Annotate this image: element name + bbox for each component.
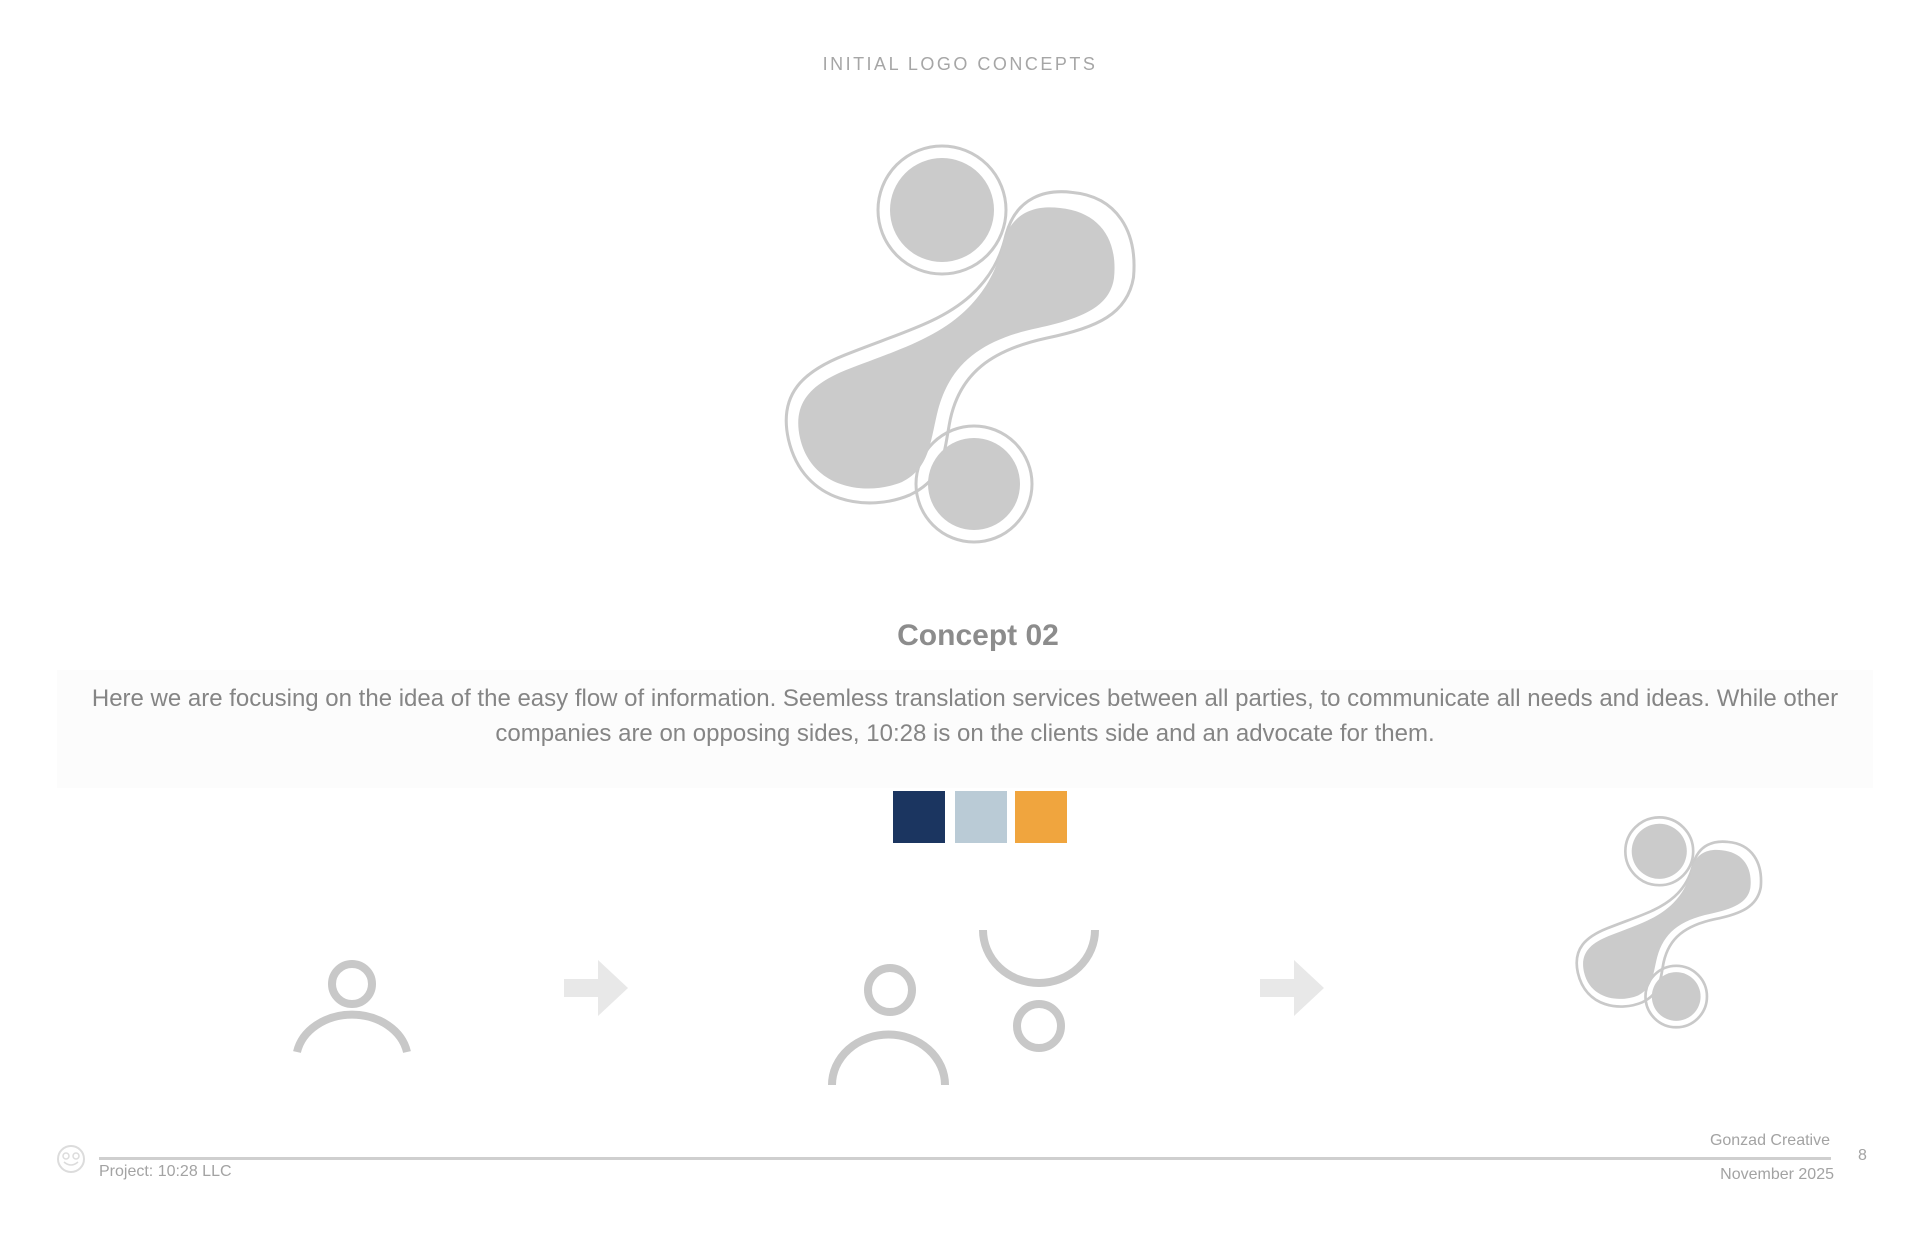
footer-divider bbox=[99, 1157, 1831, 1160]
arrow-right-icon bbox=[564, 960, 628, 1016]
color-swatch-navy bbox=[893, 791, 945, 843]
smiley-logo-icon bbox=[56, 1144, 86, 1174]
two-people-icon bbox=[832, 930, 1095, 1085]
concept-description: Here we are focusing on the idea of the easy flow of information. Seemless translation services between all parties, to communicate all needs and ideas. While other companies are on opposing sides, 10:28 is on the clients side and an advocate for them. bbox=[91, 685, 1839, 747]
section-title: INITIAL LOGO CONCEPTS bbox=[822, 54, 1098, 74]
person-icon bbox=[297, 964, 407, 1052]
arrow-right-icon bbox=[1260, 960, 1324, 1016]
color-swatch-light-blue bbox=[955, 791, 1007, 843]
footer-project: Project: 10:28 LLC bbox=[99, 1163, 232, 1180]
footer-date: November 2025 bbox=[1720, 1166, 1834, 1183]
color-swatch-orange bbox=[1015, 791, 1067, 843]
concept-title: Concept 02 bbox=[897, 619, 1059, 652]
logo-mark-icon bbox=[1577, 817, 1761, 1027]
footer-company: Gonzad Creative bbox=[1709, 1132, 1830, 1149]
page-number: 8 bbox=[1858, 1147, 1867, 1164]
